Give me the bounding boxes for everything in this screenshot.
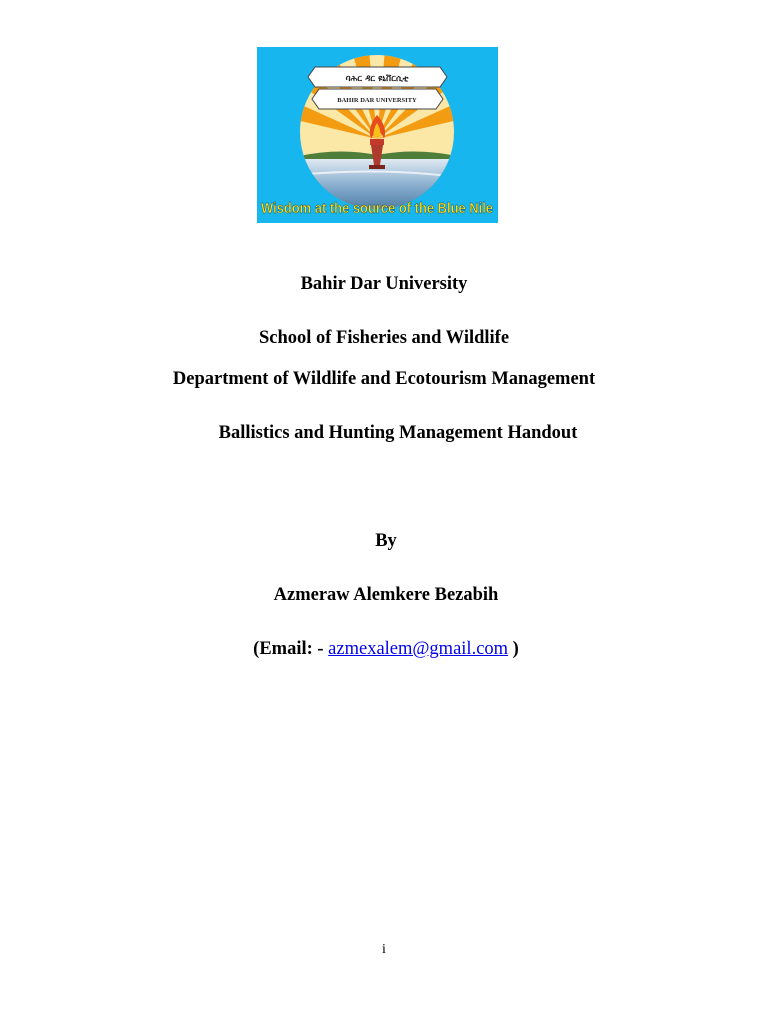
school-name: School of Fisheries and Wildlife (258, 328, 510, 348)
banner-text-english: BAHIR DAR UNIVERSITY (337, 97, 417, 104)
email-line (2, 638, 770, 660)
university-logo (257, 47, 498, 223)
email-link[interactable]: azmexalem@gmail.com (328, 639, 509, 659)
document-title: Ballistics and Hunting Management Handout (218, 423, 578, 443)
department-name: Department of Wildlife and Ecotourism Management (172, 369, 596, 389)
email-prefix: (Email: - (253, 639, 329, 659)
author-name: Azmeraw Alemkere Bezabih (273, 585, 499, 605)
logo-motto: Wisdom at the source of the Blue Nile (261, 200, 493, 217)
university-name: Bahir Dar University (300, 274, 468, 294)
banner-text-amharic: ባሕር ዳር ዩኒቨርሲቲ (345, 74, 409, 84)
email-suffix: ) (508, 639, 519, 659)
by-label: By (375, 531, 397, 551)
page-number: i (382, 942, 386, 957)
